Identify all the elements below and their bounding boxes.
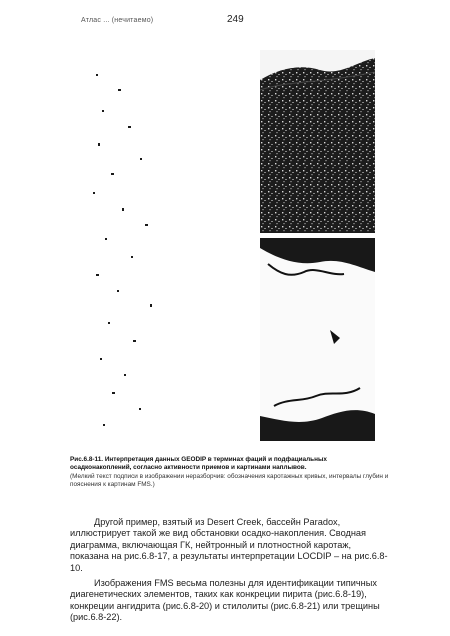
fms-image-top — [260, 50, 375, 233]
fms-image-bottom — [260, 238, 375, 441]
running-title: Атлас ... (нечитаемо) — [81, 17, 154, 24]
figure-caption-title: Рис.6.8-11. Интерпретация данных GEODIP в терминах фаций и подфациальных осадконакоплений, согласно активности приемов и картинами наплывов. — [70, 456, 327, 471]
figure-caption — [70, 456, 390, 489]
paragraph-2: Изображения FMS весьма полезны для идентификации типичных диагенетических элементов, таких как конкреции пирита (рис.6.8-19), конкреции ангидрита (рис.6.8-20) и стилолиты (рис.6.8-21) или трещины (рис.6.8-22). — [70, 578, 380, 623]
dip-log-panel — [84, 52, 256, 440]
page-header — [0, 0, 450, 30]
paragraph-1: Другой пример, взятый из Desert Creek, бассейн Paradox, иллюстрирует такой же вид обстановки осадко-накопления. Сводная диаграмма, включающая ГК, нейтронный и плотностной каротаж, показана на рис.6.8-17, а результаты интерпретации LOCDIP – на рис.6.8-10. — [70, 517, 388, 573]
body-text — [70, 517, 392, 628]
figure-caption-legend: (Мелкий текст подписи в изображении неразборчив: обозначения каротажных кривых, интервалы глубин и пояснения к картинам FMS.) — [70, 473, 389, 488]
page-number: 249 — [227, 14, 244, 25]
